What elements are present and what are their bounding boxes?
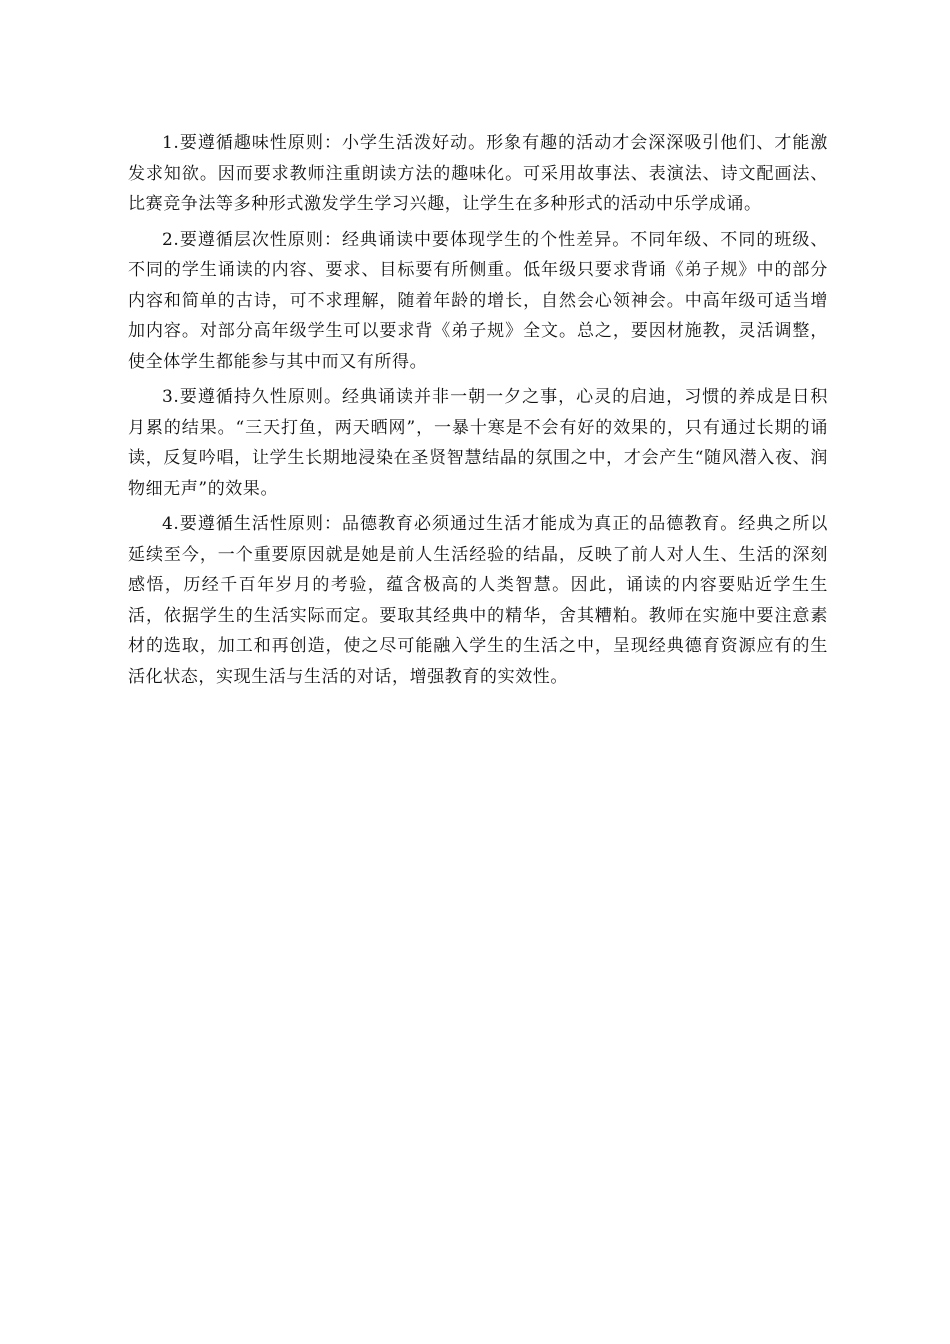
document-body — [128, 128, 828, 697]
paragraph-interest-principle: 1.要遵循趣味性原则：小学生活泼好动。形象有趣的活动才会深深吸引他们、才能激发求知欲。因而要求教师注重朗读方法的趣味化。可采用故事法、表演法、诗文配画法、比赛竞争法等多种形式激发学生学习兴趣，让学生在多种形式的活动中乐学成诵。 — [128, 133, 828, 214]
paragraph-life-principle: 4.要遵循生活性原则：品德教育必须通过生活才能成为真正的品德教育。经典之所以延续至今，一个重要原因就是她是前人生活经验的结晶，反映了前人对人生、生活的深刻感悟，历经千百年岁月的考验，蕴含极高的人类智慧。因此，诵读的内容要贴近学生生活，依据学生的生活实际而定。要取其经典中的精华，舍其糟粕。教师在实施中要注意素材的选取，加工和再创造，使之尽可能融入学生的生活之中，呈现经典德育资源应有的生活化状态，实现生活与生活的对话，增强教育的实效性。 — [128, 514, 828, 687]
paragraph-persistence-principle: 3.要遵循持久性原则。经典诵读并非一朝一夕之事，心灵的启迪，习惯的养成是日积月累的结果。“三天打鱼，两天晒网”，一暴十寒是不会有好的效果的，只有通过长期的诵读，反复吟唱，让学生长期地浸染在圣贤智慧结晶的氛围之中，才会产生“随风潜入夜、润物细无声”的效果。 — [128, 387, 828, 499]
paragraph-level-principle: 2.要遵循层次性原则：经典诵读中要体现学生的个性差异。不同年级、不同的班级、不同的学生诵读的内容、要求、目标要有所侧重。低年级只要求背诵《弟子规》中的部分内容和简单的古诗，可不求理解，随着年龄的增长，自然会心领神会。中高年级可适当增加内容。对部分高年级学生可以要求背《弟子规》全文。总之，要因材施教，灵活调整，使全体学生都能参与其中而又有所得。 — [128, 229, 828, 372]
